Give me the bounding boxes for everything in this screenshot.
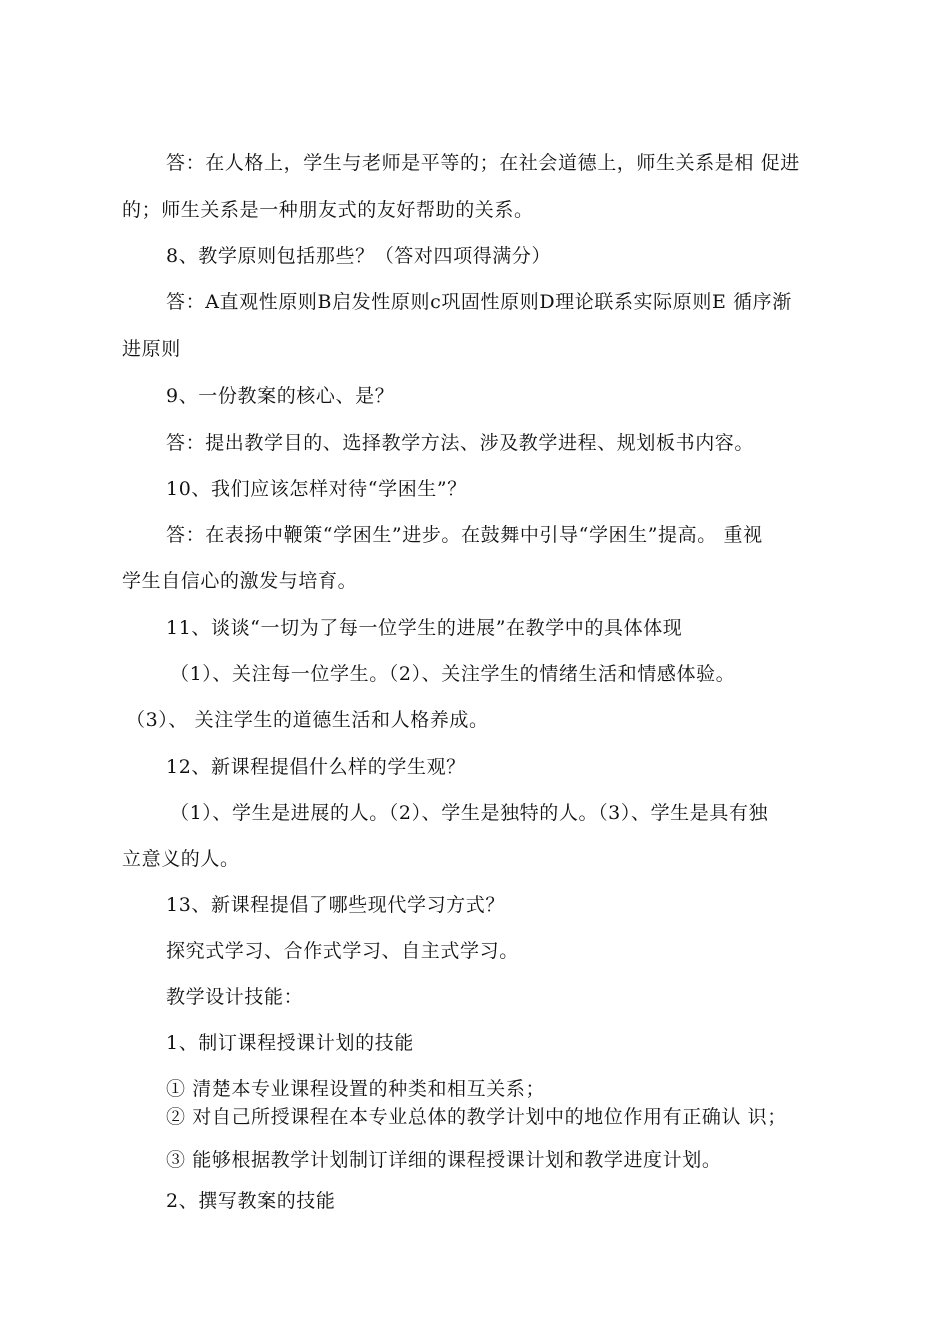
text-line: 2、撰写教案的技能 — [166, 1190, 336, 1212]
text-line: 1、制订课程授课计划的技能 — [166, 1032, 414, 1054]
text-line: 12、新课程提倡什么样的学生观？ — [166, 756, 466, 778]
text-line: ③ 能够根据教学计划制订详细的课程授课计划和教学进度计划。 — [166, 1149, 722, 1171]
text-line: 答：A直观性原则B启发性原则c巩固性原则D理论联系实际原则E 循序渐 — [166, 291, 792, 313]
text-line: ① 清楚本专业课程设置的种类和相互关系； — [166, 1078, 546, 1100]
text-line: 立意义的人。 — [122, 848, 240, 870]
text-line: ② 对自己所授课程在本专业总体的教学计划中的地位作用有正确认 识； — [166, 1106, 787, 1128]
text-line: （1）、学生是进展的人。（2）、学生是独特的人。（3）、学生是具有独 — [170, 802, 769, 824]
text-line: 学生自信心的激发与培育。 — [122, 570, 358, 592]
text-line: 答：在表扬中鞭策“学困生”进步。在鼓舞中引导“学困生”提高。 重视 — [166, 524, 763, 546]
text-line: 9、一份教案的核心、是？ — [166, 385, 395, 407]
text-line: 教学设计技能： — [166, 986, 304, 1008]
text-line: 11、谈谈“一切为了每一位学生的进展”在教学中的具体体现 — [166, 617, 683, 639]
text-line: 探究式学习、合作式学习、自主式学习。 — [166, 940, 519, 962]
text-line: 10、我们应该怎样对待“学困生”？ — [166, 478, 467, 500]
text-line: 答：在人格上，学生与老师是平等的；在社会道德上，师生关系是相 促进 — [166, 152, 800, 174]
text-line: 答：提出教学目的、选择教学方法、涉及教学进程、规划板书内容。 — [166, 432, 755, 454]
text-line: （1）、关注每一位学生。（2）、关注学生的情绪生活和情感体验。 — [170, 663, 736, 685]
text-line: 8、教学原则包括那些？（答对四项得满分） — [166, 245, 552, 267]
text-line: 进原则 — [122, 338, 181, 360]
text-line: 的；师生关系是一种朋友式的友好帮助的关系。 — [122, 199, 534, 221]
text-line: 13、新课程提倡了哪些现代学习方式？ — [166, 894, 505, 916]
text-line: （3）、 关注学生的道德生活和人格养成。 — [126, 709, 489, 731]
